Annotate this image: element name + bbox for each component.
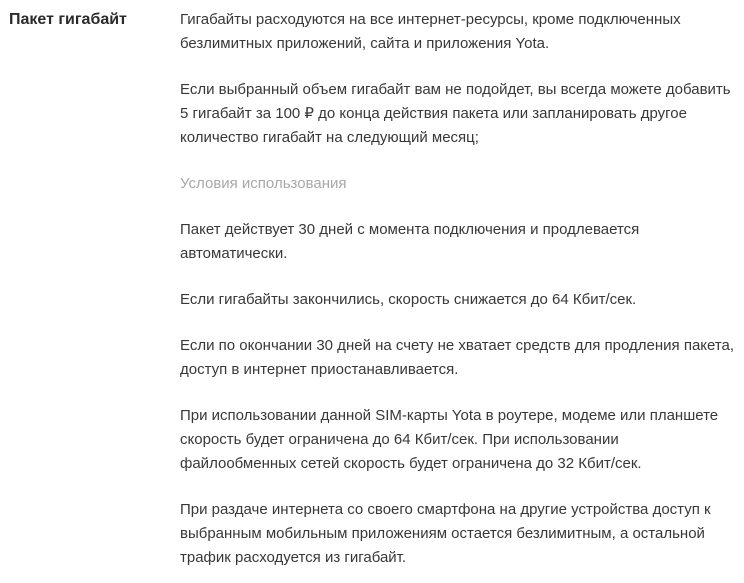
subheading-usage-terms: Условия использования — [180, 175, 347, 192]
paragraph-tethering: При раздаче интернета со своего смартфона на другие устройства доступ к выбранным мобильным приложениям остается безлимитным, а остальной трафик расходуется из гигабайт. — [180, 501, 711, 566]
section-label-column — [0, 8, 180, 32]
section-content-column — [180, 8, 736, 570]
paragraph-insufficient-funds: Если по окончании 30 дней на счету не хватает средств для продления пакета, доступ в интернет приостанавливается. — [180, 337, 735, 378]
paragraph-internet-resources: Гигабайты расходуются на все интернет-ресурсы, кроме подключенных безлимитных приложений, сайта и приложения Yota. — [180, 11, 681, 52]
section-title: Пакет гигабайт — [9, 11, 127, 28]
paragraph-package-duration: Пакет действует 30 дней с момента подключения и продлевается автоматически. — [180, 221, 640, 262]
paragraph-add-gigabytes: Если выбранный объем гигабайт вам не подойдет, вы всегда можете добавить 5 гигабайт за 100 ₽ до конца действия пакета или запланировать другое количество гигабайт на следующий месяц; — [180, 81, 731, 146]
paragraph-sim-usage-limits: При использовании данной SIM-карты Yota в роутере, модеме или планшете скорость будет ограничена до 64 Кбит/сек. При использовании файлообменных сетей скорость будет ограничена до 32 Кбит/сек. — [180, 407, 719, 472]
paragraph-speed-reduction: Если гигабайты закончились, скорость снижается до 64 Кбит/сек. — [180, 291, 637, 308]
